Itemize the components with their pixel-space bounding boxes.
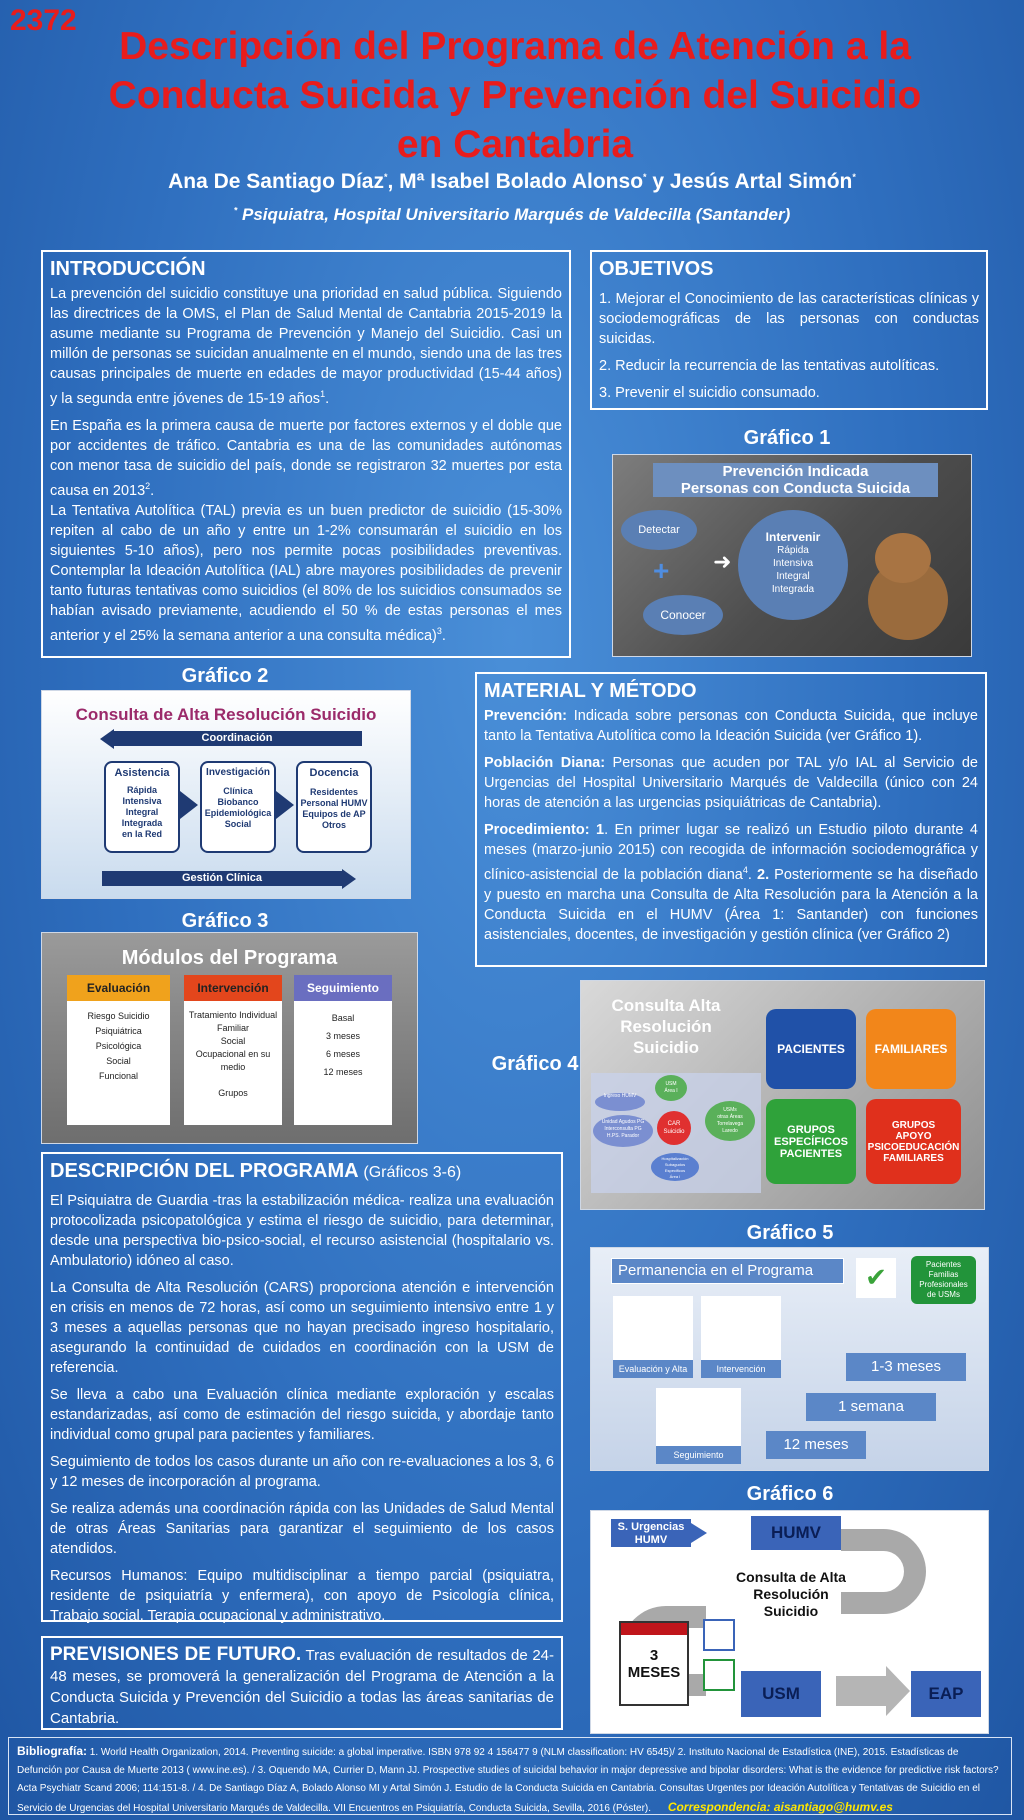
objetivo-1: 1. Mejorar el Conocimiento de las características clínicas y sociodemográficas de las personas con conductas suicidas. bbox=[599, 291, 979, 347]
intro-p2: En España es la primera causa de muerte por factores externos y el doble que por accidentes de tráfico. Cantabria es una de las comunidades autónomas con menor tasa de suicidio del país, donde se registraron 32 muertes por esta causa en 2013$^2$. bbox=[50, 417, 562, 499]
intervenir-bubble: Intervenir Rápida Intensiva Integral Integrada bbox=[738, 510, 848, 620]
intervencion-image bbox=[701, 1296, 781, 1366]
descripcion-panel bbox=[41, 1152, 563, 1622]
intro-p3: La Tentativa Autolítica (TAL) previa es un buen predictor de suicidio (15-30% repiten al cabo de un año y entre un 1-2% consumarán el suicidio en los siguientes 5-10 años), pero nos permite pocas posibilidades preventivas. Contemplar la Ideación Autolítica (IAL) abre mayores posibilidades de prevenir tanto futuras tentativas como suicidios (el 80% de los suicidios consumados se habían avisado previamente, acudiendo el 50 % de estas personas el mes anterior y el 25% la semana anterior a una consulta médica)$^3$. bbox=[50, 502, 562, 644]
evaluacion-label: Evaluación y Alta bbox=[613, 1360, 693, 1378]
calendar-icon-small bbox=[703, 1659, 735, 1691]
coordinacion-arrow: Coordinación bbox=[112, 731, 362, 746]
grupos-familiares-piece: GRUPOS APOYO PSICOEDUCACIÓN FAMILIARES bbox=[866, 1099, 961, 1184]
arrow-icon: ➜ bbox=[713, 550, 732, 575]
grafico3-label: Gráfico 3 bbox=[181, 910, 269, 932]
step-1-semana: 1 semana bbox=[806, 1393, 936, 1421]
grafico5-title: Permanencia en el Programa bbox=[611, 1258, 844, 1284]
intro-p1: La prevención del suicidio constituye una prioridad en salud pública. Siguiendo las directrices de la OMS, el Plan de Salud Mental de Cantabria 2015-2019 la asume mediante su Programa de Prevención y Manejo del Suicidio. Casi un millón de personas se suicidan anualmente en el mundo, siendo una de las tres causas principales de muerte en edades de mayor productividad (15-44 años) y la segunda entre jóvenes de 15-19 años$^1$. bbox=[50, 286, 562, 407]
intervencion-col: Intervención Tratamiento Individual Familiar Social Ocupacional en su medio Grupos bbox=[184, 975, 282, 1125]
teddy-bear-head bbox=[875, 533, 931, 583]
bibliografia: Bibliografía: 1. World Health Organization, 2014. Preventing suicide: a global imperative. ISBN 978 92 4 156477 9 (NLM classification: HV 6545)/ 2. Instituto Nacional de Estadística (INE), 2015. Estadísticas de Defunción por Causa de Muerte 2013 ( www.ine.es). / 3. Oquendo MA, Currier D, Mann JJ. Prospective studies of suicidal behavior in major depressive and bipolar disorders: What is the evidence for predictive risk factors? Acta Psychiatr Scand 2006; 114:151-8. / 4. De Santiago Díaz A, Bolado Alonso MI y Artal Simón J. Estudio de la Conducta Suicida en Cantabria. Consultas Urgentes por Ideación Autolítica y Tentativas de Suicidio en el Servicio de Urgencias del Hospital Universitario Marqués de Valdecilla. VII Encuentros en Psiquiatría, Conducta Suicida, Sevilla, 2016 (Póster). Correspondencia: aisantiago@humv.es bbox=[8, 1737, 1012, 1815]
correspondencia: Correspondencia: aisantiago@humv.es bbox=[667, 1800, 893, 1814]
docencia-box: Docencia Residentes Personal HUMV Equipos de AP Otros bbox=[296, 761, 372, 853]
pacientes-piece: PACIENTES bbox=[766, 1009, 856, 1089]
grupos-pacientes-piece: GRUPOS ESPECÍFICOS PACIENTES bbox=[766, 1099, 856, 1184]
author-3: Jesús Artal Simón bbox=[669, 170, 853, 193]
grafico5-label: Gráfico 5 bbox=[746, 1222, 834, 1244]
email-link[interactable]: aisantiago@humv.es bbox=[773, 1800, 893, 1814]
intervencion-label: Intervención bbox=[701, 1360, 781, 1378]
investigacion-box: Investigación Clínica Biobanco Epidemiológica Social bbox=[200, 761, 276, 853]
grafico2-image bbox=[41, 690, 411, 899]
evaluacion-image bbox=[613, 1296, 693, 1366]
grafico1-image bbox=[612, 454, 972, 657]
familiares-piece: FAMILIARES bbox=[866, 1009, 956, 1089]
grafico1-banner: Prevención Indicada Personas con Conducta Suicida bbox=[653, 463, 938, 497]
material-heading: MATERIAL Y MÉTODO bbox=[484, 680, 697, 702]
arrow-icon bbox=[276, 791, 294, 819]
step-12-meses: 12 meses bbox=[766, 1431, 866, 1459]
conocer-bubble: Conocer bbox=[643, 595, 723, 635]
objetivo-3: 3. Prevenir el suicidio consumado. bbox=[599, 385, 820, 401]
descripcion-p3: Se lleva a cabo una Evaluación clínica mediante exploración y escalas estandarizadas, así como de estimación del riesgo suicida, y abordaje tanto individual como grupal para pacientes y familiares. bbox=[50, 1387, 554, 1443]
detectar-bubble: Detectar bbox=[621, 510, 697, 550]
arrow-icon bbox=[836, 1676, 886, 1706]
previsiones-panel bbox=[41, 1636, 563, 1730]
plus-icon: + bbox=[653, 555, 670, 586]
usm-box: USM bbox=[741, 1671, 821, 1717]
arrow-icon bbox=[180, 791, 198, 819]
material-poblacion: Población Diana: Personas que acuden por TAL y/o IAL al Servicio de Urgencias del Hospital Universitario Marqués de Valdecilla (único con 24 horas de atención a las urgencias psiquiátricas de Cantabria). bbox=[484, 755, 978, 811]
gestion-arrowhead bbox=[342, 869, 356, 889]
descripcion-p2: La Consulta de Alta Resolución (CARS) proporciona atención e intervención en crisis en menos de 72 horas, así como un seguimiento intensivo entre 1 y 3 meses a aquellas personas que no hayan precisado ingreso hospitalario, asegurando la continuidad de cuidados en coordinación con la USM de referencia. bbox=[50, 1280, 554, 1376]
network-diagram: Ingreso HUMV Unidad Agudos PG Interconsulta PG H.PS. Parador USM Área I CAR Suicidio USMs otras Áreas Torrelavega Laredo Hospitalización Subagudos Especificos Área I bbox=[591, 1073, 761, 1193]
checkmark-icon: ✔ bbox=[856, 1258, 896, 1298]
objetivos-heading: OBJETIVOS bbox=[599, 258, 714, 280]
evaluacion-col: Evaluación Riesgo Suicidio Psiquiátrica Psicológica Social Funcional bbox=[67, 975, 170, 1125]
seguimiento-image bbox=[656, 1388, 741, 1448]
previsiones-text: PREVISIONES DE FUTURO. Tras evaluación de resultados de 24-48 meses, se promoverá la generalización del Programa de Atención a la Conducta Suicida y Prevención del Suicidio a todas las áreas sanitarias de Cantabria. bbox=[50, 1644, 555, 1727]
humv-box: HUMV bbox=[751, 1516, 841, 1550]
grafico2-title: Consulta de Alta Resolución Suicidio bbox=[75, 705, 377, 724]
grafico6-label: Gráfico 6 bbox=[746, 1483, 834, 1505]
descripcion-p6: Recursos Humanos: Equipo multidisciplinar a tiempo parcial (psiquiatra, residente de psiquiatría y enfermera), con apoyo de Psicología clínica, Trabajo social, Terapia ocupacional y administrativo. bbox=[50, 1568, 554, 1624]
seguimiento-col: Seguimiento Basal 3 meses 6 meses 12 meses bbox=[294, 975, 392, 1125]
arrowhead bbox=[886, 1666, 910, 1716]
authors: Ana De Santiago Díaz*, Mª Isabel Bolado Alonso* y Jesús Artal Simón* bbox=[168, 170, 856, 193]
calendar-icon: 3 MESES bbox=[619, 1621, 689, 1706]
grafico4-image bbox=[580, 980, 985, 1210]
poster-title: Descripción del Programa de Atención a la Conducta Suicida y Prevención del Suicidio en Cantabria bbox=[108, 25, 922, 166]
descripcion-p4: Seguimiento de todos los casos durante un año con re-evaluaciones a los 3, 6 y 12 meses de incorporación al programa. bbox=[50, 1454, 554, 1490]
author-2: Mª Isabel Bolado Alonso bbox=[399, 170, 644, 193]
coordinacion-arrowhead bbox=[100, 729, 114, 749]
pacientes-box: Pacientes Familias Profesionales de USMs bbox=[911, 1256, 976, 1304]
urgencias-box: S. Urgencias HUMV bbox=[611, 1519, 691, 1547]
descripcion-p1: El Psiquiatra de Guardia -tras la estabilización médica- realiza una evaluación protocolizada psicopatológica y estima el riesgo de suicidio, para determinar, desde una perspectiva bio-psico-social, el recurso asistencial (hospitalario vs. Ambulatorio) idóneo al caso. bbox=[50, 1193, 554, 1269]
grafico6-image bbox=[590, 1510, 989, 1734]
step-1-3-meses: 1-3 meses bbox=[846, 1353, 966, 1381]
asistencia-box: Asistencia Rápida Intensiva Integral Integrada en la Red bbox=[104, 761, 180, 853]
material-panel bbox=[475, 672, 987, 967]
descripcion-p5: Se realiza además una coordinación rápida con las Unidades de Salud Mental de otras Áreas Sanitarias para garantizar el seguimiento de los casos atendidos. bbox=[50, 1501, 554, 1557]
gestion-arrow: Gestión Clínica bbox=[102, 871, 342, 886]
grafico5-image bbox=[590, 1247, 989, 1471]
material-prevencion: Prevención: Indicada sobre personas con Conducta Suicida, que incluye tanto la Tentativa Autolítica como la Ideación Suicida (ver Gráfico 1). bbox=[484, 708, 978, 744]
grafico4-title: Consulta Alta Resolución Suicidio bbox=[611, 996, 721, 1057]
poster-id: 2372 bbox=[10, 4, 77, 37]
affiliation: * Psiquiatra, Hospital Universitario Marqués de Valdecilla (Santander) bbox=[233, 205, 791, 224]
author-1: Ana De Santiago Díaz bbox=[168, 170, 384, 193]
calendar-icon-small bbox=[703, 1619, 735, 1651]
objetivos-panel bbox=[590, 250, 988, 410]
grafico3-title: Módulos del Programa bbox=[121, 947, 338, 969]
material-procedimiento: Procedimiento: 1. En primer lugar se realizó un Estudio piloto durante 4 meses (marzo-junio 2015) con recogida de información sociodemográfica y clínico-asistencial de la población diana$^4$. 2. Posteriormente se ha diseñado y puesto en marcha una Consulta de Alta Resolución para la Atención a la Conducta Suicida en el HUMV (Área 1: Santander) con funciones asistenciales, docentes, de investigación y gestión clínica (ver Gráfico 2) bbox=[484, 822, 979, 943]
eap-box: EAP bbox=[911, 1671, 981, 1717]
grafico1-label: Gráfico 1 bbox=[743, 427, 831, 449]
grafico2-label: Gráfico 2 bbox=[181, 665, 269, 687]
grafico4-label: Gráfico 4 bbox=[491, 1053, 579, 1075]
arrow-icon bbox=[691, 1523, 707, 1543]
intro-panel bbox=[41, 250, 571, 658]
consulta-text: Consulta de Alta Resolución Suicidio bbox=[736, 1569, 846, 1619]
descripcion-heading: DESCRIPCIÓN DEL PROGRAMA (Gráficos 3-6) bbox=[50, 1160, 462, 1182]
grafico3-image bbox=[41, 932, 418, 1144]
intro-heading: INTRODUCCIÓN bbox=[50, 258, 206, 280]
seguimiento-label: Seguimiento bbox=[656, 1446, 741, 1464]
objetivo-2: 2. Reducir la recurrencia de las tentativas autolíticas. bbox=[599, 358, 940, 374]
